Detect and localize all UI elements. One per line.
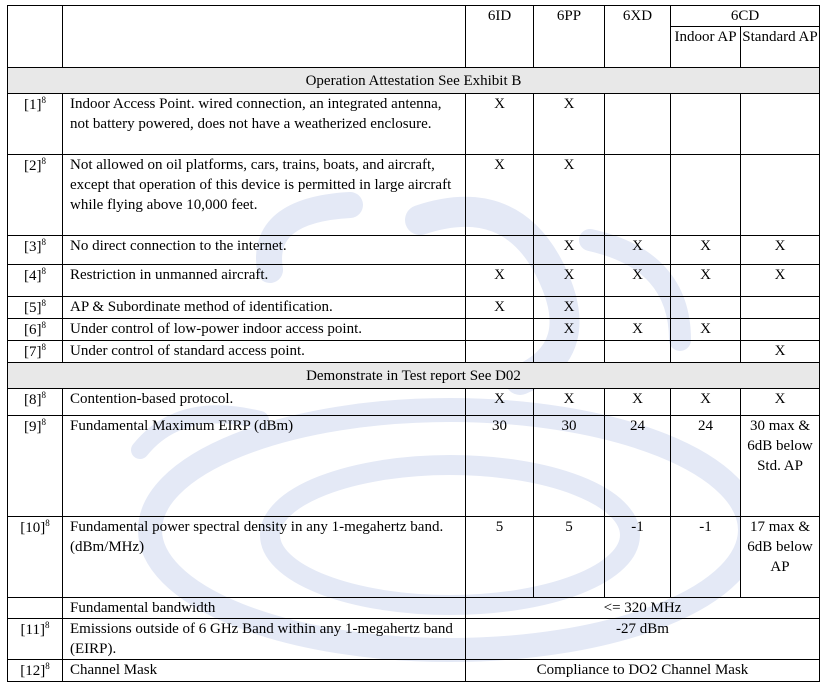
row-number-label: [8] [24, 392, 42, 408]
value-cell [466, 236, 534, 265]
table-row [8, 341, 820, 363]
value-cell [671, 155, 741, 236]
value-cell: X [605, 265, 671, 297]
device-requirements-table [7, 5, 820, 682]
footnote-marker: 8 [44, 620, 50, 630]
value-cell: 17 max & 6dB below AP [741, 517, 820, 598]
value-cell: 5 [534, 517, 605, 598]
value-cell: -1 [671, 517, 741, 598]
col-header-standard-ap: Standard AP [741, 27, 820, 68]
row-description: No direct connection to the internet. [63, 236, 466, 265]
value-cell: 30 [534, 416, 605, 517]
row-number [8, 297, 63, 319]
col-header-indoor-ap: Indoor AP [671, 27, 741, 68]
row-number-label: [10] [20, 520, 46, 536]
value-cell: X [466, 297, 534, 319]
value-cell: X [671, 236, 741, 265]
table-row [8, 319, 820, 341]
merged-value-cell: <= 320 MHz [466, 598, 820, 619]
row-description: Under control of standard access point. [63, 341, 466, 363]
value-cell: X [534, 389, 605, 416]
row-number-label: [12] [20, 663, 46, 679]
footnote-marker: 8 [41, 390, 46, 400]
value-cell [605, 155, 671, 236]
table-row [8, 155, 820, 236]
value-cell [741, 155, 820, 236]
footnote-marker: 8 [45, 518, 50, 528]
row-description: Not allowed on oil platforms, cars, trains, boats, and aircraft, except that operation of this device is permitted in large aircraft while flying above 10,000 feet. [63, 155, 466, 236]
footnote-marker: 8 [41, 95, 46, 105]
row-number-label: [11] [20, 622, 45, 638]
row-description: Fundamental power spectral density in any 1-megahertz band. (dBm/MHz) [63, 517, 466, 598]
row-description: AP & Subordinate method of identification. [63, 297, 466, 319]
value-cell: X [671, 389, 741, 416]
row-description: Restriction in unmanned aircraft. [63, 265, 466, 297]
section-row [8, 68, 820, 94]
table-row [8, 236, 820, 265]
row-number-label: [5] [24, 300, 42, 316]
value-cell: X [605, 236, 671, 265]
row-number [8, 517, 63, 598]
row-number [8, 660, 63, 682]
table-row [8, 94, 820, 155]
value-cell: X [605, 319, 671, 341]
value-cell: X [534, 319, 605, 341]
row-number-label: [7] [24, 344, 42, 360]
row-number [8, 319, 63, 341]
value-cell: X [534, 155, 605, 236]
row-number-label: [6] [24, 322, 42, 338]
value-cell [605, 94, 671, 155]
row-number-label: [9] [24, 419, 42, 435]
row-description: Channel Mask [63, 660, 466, 682]
value-cell: X [741, 341, 820, 363]
section-header: Operation Attestation See Exhibit B [8, 68, 820, 94]
value-cell: 5 [466, 517, 534, 598]
value-cell: X [605, 389, 671, 416]
value-cell: 30 [466, 416, 534, 517]
table-row [8, 389, 820, 416]
footnote-marker: 8 [41, 237, 46, 247]
value-cell: X [466, 389, 534, 416]
value-cell: 24 [671, 416, 741, 517]
value-cell: 30 max & 6dB below Std. AP [741, 416, 820, 517]
value-cell: X [534, 265, 605, 297]
row-number [8, 155, 63, 236]
row-number [8, 341, 63, 363]
value-cell: 24 [605, 416, 671, 517]
row-description: Under control of low-power indoor access point. [63, 319, 466, 341]
row-number-label: [1] [24, 97, 42, 113]
row-number [8, 236, 63, 265]
footnote-marker: 8 [41, 417, 46, 427]
row-number [8, 598, 63, 619]
section-header: Demonstrate in Test report See D02 [8, 363, 820, 389]
value-cell [605, 341, 671, 363]
footnote-marker: 8 [41, 342, 46, 352]
footnote-marker: 8 [41, 266, 46, 276]
row-number [8, 94, 63, 155]
footnote-marker: 8 [41, 320, 46, 330]
value-cell: X [741, 389, 820, 416]
table-row [8, 265, 820, 297]
header-blank [63, 6, 466, 68]
section-row [8, 363, 820, 389]
value-cell [741, 94, 820, 155]
col-header-6cd: 6CD [671, 6, 820, 27]
row-number [8, 265, 63, 297]
value-cell: X [466, 94, 534, 155]
table-row [8, 416, 820, 517]
value-cell: X [741, 236, 820, 265]
table-row [8, 598, 820, 619]
table-row [8, 660, 820, 682]
value-cell [671, 297, 741, 319]
col-header-6xd: 6XD [605, 6, 671, 68]
value-cell: -1 [605, 517, 671, 598]
value-cell [671, 94, 741, 155]
table-row [8, 619, 820, 660]
value-cell: X [671, 265, 741, 297]
value-cell: X [534, 94, 605, 155]
footnote-marker: 8 [41, 298, 46, 308]
row-number [8, 389, 63, 416]
row-number [8, 619, 63, 660]
row-description: Fundamental Maximum EIRP (dBm) [63, 416, 466, 517]
col-header-6id: 6ID [466, 6, 534, 68]
value-cell [534, 341, 605, 363]
footnote-marker: 8 [45, 661, 50, 671]
row-description: Indoor Access Point. wired connection, an integrated antenna, not battery powered, does not have a weatherized enclosure. [63, 94, 466, 155]
value-cell: X [466, 265, 534, 297]
merged-value-cell: -27 dBm [466, 619, 820, 660]
row-number-label: [2] [24, 158, 42, 174]
value-cell [671, 341, 741, 363]
table-row [8, 297, 820, 319]
value-cell [605, 297, 671, 319]
footnote-marker: 8 [41, 156, 46, 166]
value-cell: X [534, 236, 605, 265]
value-cell [466, 319, 534, 341]
row-description: Fundamental bandwidth [63, 598, 466, 619]
value-cell: X [741, 265, 820, 297]
row-number-label: [3] [24, 239, 42, 255]
value-cell [741, 297, 820, 319]
value-cell: X [534, 297, 605, 319]
row-description: Emissions outside of 6 GHz Band within any 1-megahertz band (EIRP). [63, 619, 466, 660]
value-cell: X [466, 155, 534, 236]
table-row [8, 517, 820, 598]
merged-value-cell: Compliance to DO2 Channel Mask [466, 660, 820, 682]
value-cell: X [671, 319, 741, 341]
col-header-6pp: 6PP [534, 6, 605, 68]
row-description: Contention-based protocol. [63, 389, 466, 416]
row-number-label: [4] [24, 268, 42, 284]
header-blank [8, 6, 63, 68]
value-cell [466, 341, 534, 363]
value-cell [741, 319, 820, 341]
row-number [8, 416, 63, 517]
